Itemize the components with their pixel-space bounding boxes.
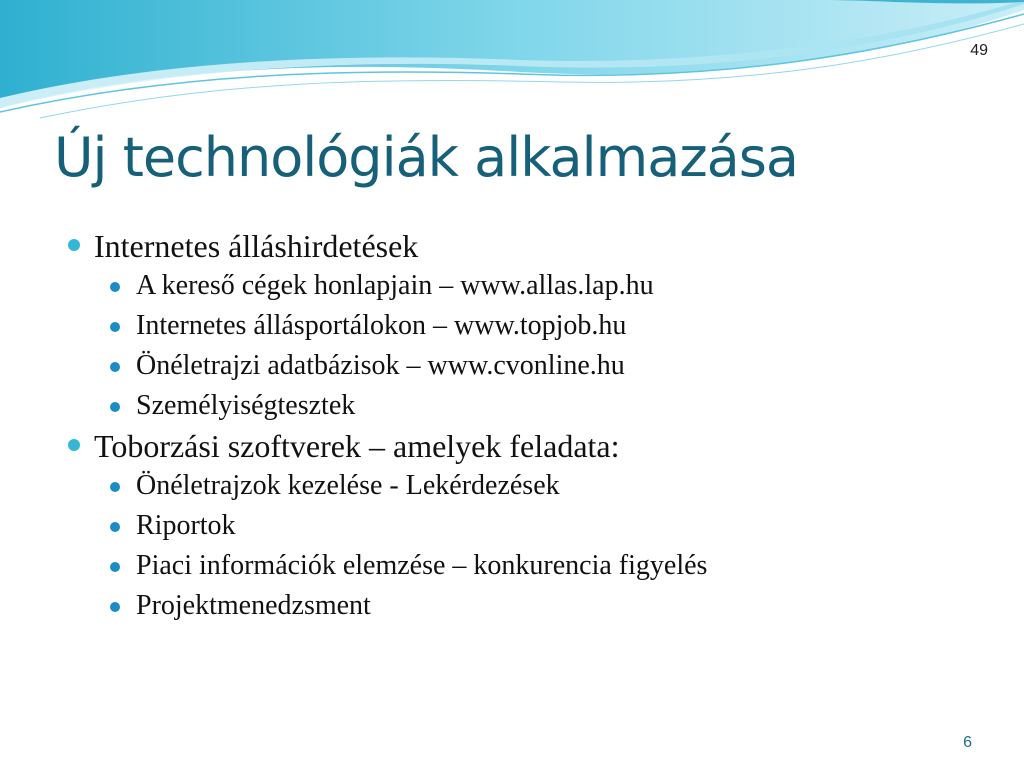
sub-bullet-item bbox=[94, 586, 982, 626]
bullet-text: Internetes álláshirdetések bbox=[94, 228, 419, 264]
sub-bullet-item bbox=[94, 466, 982, 506]
sub-bullet-item bbox=[94, 546, 982, 586]
bullet-list bbox=[62, 226, 982, 626]
bullet-dot-icon bbox=[68, 239, 80, 251]
sub-bullet-item bbox=[94, 346, 982, 386]
sub-bullet-dot-icon bbox=[110, 322, 120, 332]
sub-bullet-text: Piaci információk elemzése – konkurencia figyelés bbox=[136, 550, 708, 581]
sub-bullet-text: A kereső cégek honlapjain – www.allas.lap.hu bbox=[136, 270, 654, 301]
bullet-text: Toborzási szoftverek – amelyek feladata: bbox=[94, 428, 620, 464]
sub-bullet-text: Internetes állásportálokon – www.topjob.hu bbox=[136, 310, 627, 341]
sub-bullet-list bbox=[94, 466, 982, 626]
sub-bullet-list bbox=[94, 266, 982, 426]
sub-bullet-dot-icon bbox=[110, 402, 120, 412]
bullet-dot-icon bbox=[68, 439, 80, 451]
bullet-item-level1 bbox=[62, 426, 982, 626]
sub-bullet-dot-icon bbox=[110, 562, 120, 572]
header-wave-decoration bbox=[0, 0, 1024, 120]
sub-bullet-dot-icon bbox=[110, 482, 120, 492]
sub-bullet-item bbox=[94, 386, 982, 426]
sub-bullet-item bbox=[94, 506, 982, 546]
bullet-item-level1 bbox=[62, 226, 982, 426]
slide-title: Új technológiák alkalmazása bbox=[54, 126, 798, 189]
sub-bullet-dot-icon bbox=[110, 362, 120, 372]
slide-number-top: 49 bbox=[970, 42, 988, 59]
sub-bullet-text: Önéletrajzi adatbázisok – www.cvonline.hu bbox=[136, 350, 625, 381]
sub-bullet-text: Önéletrajzok kezelése - Lekérdezések bbox=[136, 470, 560, 501]
sub-bullet-item bbox=[94, 306, 982, 346]
sub-bullet-text: Személyiségtesztek bbox=[136, 390, 356, 421]
sub-bullet-dot-icon bbox=[110, 522, 120, 532]
slide-number-bottom: 6 bbox=[963, 734, 972, 751]
sub-bullet-dot-icon bbox=[110, 602, 120, 612]
sub-bullet-dot-icon bbox=[110, 282, 120, 292]
sub-bullet-item bbox=[94, 266, 982, 306]
slide-content bbox=[62, 226, 982, 626]
sub-bullet-text: Projektmenedzsment bbox=[136, 590, 371, 621]
sub-bullet-text: Riportok bbox=[136, 510, 236, 541]
